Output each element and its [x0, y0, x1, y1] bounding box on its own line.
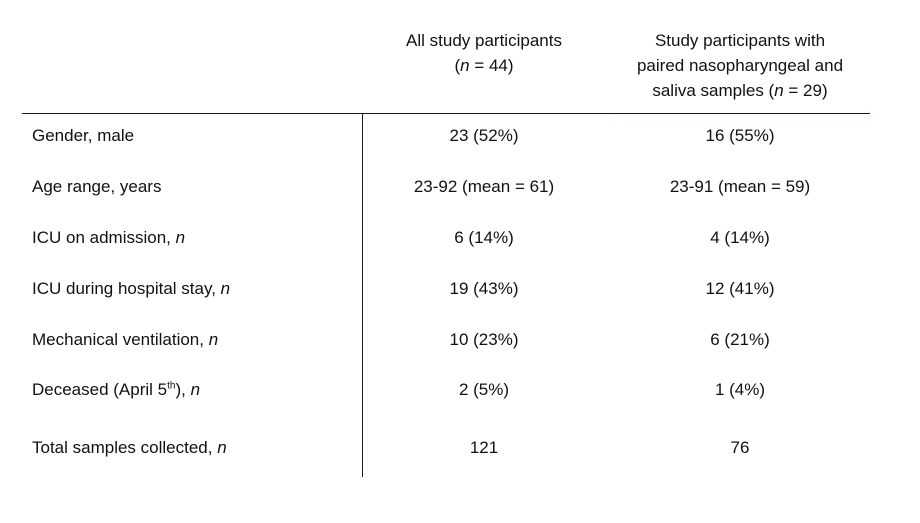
header-col2-n: n: [774, 81, 784, 100]
row-value-paired: 6 (21%): [710, 330, 770, 349]
row-value-paired: 12 (41%): [705, 279, 775, 298]
row-label-text: Age range, years: [32, 177, 162, 196]
header-col2-line1: Study participants with: [654, 31, 826, 50]
row-value-all: 23-92 (mean = 61): [413, 177, 555, 196]
row-label-text: Mechanical ventilation,: [32, 330, 209, 349]
header-col2-line3: [610, 78, 870, 103]
row-value-paired: 1 (4%): [714, 380, 766, 399]
header-col2-line2: paired nasopharyngeal and: [636, 56, 844, 75]
header-col1-line2-pre: (: [454, 56, 461, 75]
row-label-text: Gender, male: [32, 126, 135, 145]
row-value-all: 2 (5%): [458, 380, 510, 399]
table-row: [0, 225, 920, 251]
row-label-text: ICU during hospital stay,: [32, 279, 221, 298]
table-row: [0, 435, 920, 461]
header-paired-participants: [610, 28, 870, 103]
row-label: [32, 225, 185, 251]
row-label-n: n: [208, 330, 219, 349]
header-col2-line3-pre: saliva samples (: [652, 81, 775, 100]
row-value-all: 10 (23%): [449, 330, 519, 349]
table-row: [0, 276, 920, 302]
row-value-paired: 4 (14%): [710, 228, 770, 247]
header-col2-line3-post: = 29): [783, 81, 828, 100]
header-col1-line1: All study participants: [406, 31, 562, 50]
row-label: [32, 276, 230, 302]
row-label-n: n: [217, 438, 227, 457]
table-row: [0, 174, 920, 200]
row-label: [32, 174, 161, 200]
row-label: [32, 377, 200, 403]
row-label-n: n: [175, 228, 186, 247]
header-rule: [22, 113, 612, 114]
table-row: [0, 327, 920, 353]
header-col1-n: n: [460, 56, 470, 75]
row-value-all: 19 (43%): [449, 279, 519, 298]
row-value-all: 121: [469, 438, 499, 457]
row-label: [32, 435, 227, 461]
row-label-post: ),: [175, 380, 191, 399]
header-col1-line2-post: = 44): [469, 56, 514, 75]
header-col1-line2: [372, 53, 596, 78]
table-row: [0, 377, 920, 403]
row-value-all: 23 (52%): [449, 126, 519, 145]
row-value-paired: 16 (55%): [705, 126, 775, 145]
row-label-n: n: [220, 279, 231, 298]
row-value-paired: 76: [730, 438, 750, 457]
row-label-n: n: [190, 380, 201, 399]
row-label: [32, 123, 134, 149]
row-label-text: Deceased (April 5: [32, 380, 168, 399]
row-value-paired: 23-91 (mean = 59): [669, 177, 811, 196]
row-value-all: 6 (14%): [454, 228, 514, 247]
row-label-text: ICU on admission,: [32, 228, 176, 247]
header-all-participants: [372, 28, 596, 78]
row-label-superscript: th: [167, 380, 176, 392]
row-label: [32, 327, 218, 353]
table-row: [0, 123, 920, 149]
header-rule-right: [612, 113, 870, 114]
row-label-text: Total samples collected,: [32, 438, 218, 457]
